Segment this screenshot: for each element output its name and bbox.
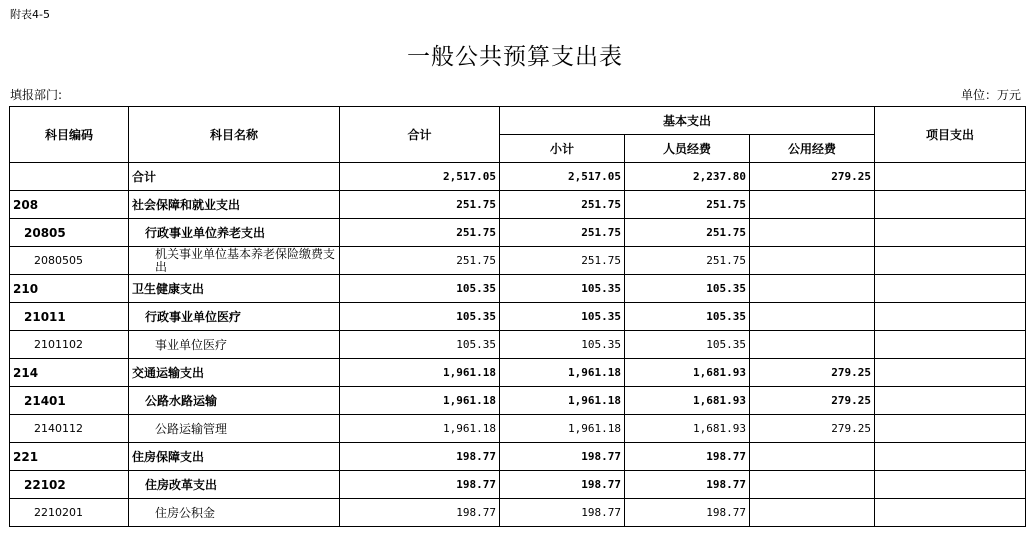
table-row [10, 415, 1026, 443]
cell-total: 251.75 [340, 191, 500, 219]
cell-project [875, 303, 1026, 331]
cell-code: 2140112 [10, 415, 129, 443]
cell-name: 住房改革支出 [129, 471, 340, 499]
table-row [10, 219, 1026, 247]
page-title: 一般公共预算支出表 [407, 44, 623, 70]
cell-personnel: 251.75 [625, 191, 750, 219]
table-row [10, 163, 1026, 191]
unit-label: 单位：万元 [960, 88, 1021, 102]
cell-code: 2101102 [10, 331, 129, 359]
cell-name: 行政事业单位医疗 [129, 303, 340, 331]
cell-total: 2,517.05 [340, 163, 500, 191]
cell-total: 1,961.18 [340, 359, 500, 387]
cell-subtotal: 198.77 [500, 471, 625, 499]
cell-total: 1,961.18 [340, 387, 500, 415]
cell-project [875, 387, 1026, 415]
cell-personnel: 2,237.80 [625, 163, 750, 191]
table-row [10, 499, 1026, 527]
budget-table [9, 106, 1026, 527]
cell-name: 卫生健康支出 [129, 275, 340, 303]
cell-total: 105.35 [340, 303, 500, 331]
cell-personnel: 198.77 [625, 443, 750, 471]
cell-name: 公路运输管理 [129, 415, 340, 443]
cell-total: 198.77 [340, 499, 500, 527]
header-personnel: 人员经费 [625, 135, 750, 163]
cell-personnel: 198.77 [625, 499, 750, 527]
cell-public [750, 247, 875, 275]
cell-name: 住房公积金 [129, 499, 340, 527]
cell-name: 公路水路运输 [129, 387, 340, 415]
cell-subtotal: 251.75 [500, 219, 625, 247]
cell-name: 机关事业单位基本养老保险缴费支出 [129, 247, 340, 275]
cell-code: 2210201 [10, 499, 129, 527]
cell-personnel: 1,681.93 [625, 415, 750, 443]
header-name: 科目名称 [129, 107, 340, 163]
table-row [10, 471, 1026, 499]
cell-personnel: 251.75 [625, 219, 750, 247]
cell-subtotal: 251.75 [500, 191, 625, 219]
cell-subtotal: 198.77 [500, 443, 625, 471]
cell-name: 住房保障支出 [129, 443, 340, 471]
cell-public [750, 275, 875, 303]
cell-personnel: 251.75 [625, 247, 750, 275]
cell-personnel: 1,681.93 [625, 359, 750, 387]
cell-public [750, 471, 875, 499]
cell-project [875, 443, 1026, 471]
department-label: 填报部门: [10, 88, 63, 102]
cell-total: 105.35 [340, 331, 500, 359]
table-row [10, 359, 1026, 387]
cell-code: 214 [10, 359, 129, 387]
header-public: 公用经费 [750, 135, 875, 163]
cell-name: 行政事业单位养老支出 [129, 219, 340, 247]
header-project: 项目支出 [875, 107, 1026, 163]
cell-subtotal: 251.75 [500, 247, 625, 275]
cell-subtotal: 1,961.18 [500, 415, 625, 443]
table-row [10, 387, 1026, 415]
cell-public [750, 443, 875, 471]
cell-project [875, 275, 1026, 303]
cell-personnel: 198.77 [625, 471, 750, 499]
cell-project [875, 219, 1026, 247]
cell-total: 251.75 [340, 247, 500, 275]
cell-public: 279.25 [750, 359, 875, 387]
cell-code: 208 [10, 191, 129, 219]
cell-personnel: 1,681.93 [625, 387, 750, 415]
table-row [10, 443, 1026, 471]
cell-subtotal: 198.77 [500, 499, 625, 527]
cell-code: 20805 [10, 219, 129, 247]
cell-public: 279.25 [750, 387, 875, 415]
cell-code [10, 163, 129, 191]
cell-public [750, 219, 875, 247]
header-code: 科目编码 [10, 107, 129, 163]
header-total: 合计 [340, 107, 500, 163]
cell-code: 221 [10, 443, 129, 471]
table-row [10, 331, 1026, 359]
cell-total: 251.75 [340, 219, 500, 247]
cell-public [750, 191, 875, 219]
cell-public [750, 303, 875, 331]
cell-project [875, 191, 1026, 219]
table-row [10, 247, 1026, 275]
cell-code: 21011 [10, 303, 129, 331]
cell-project [875, 247, 1026, 275]
cell-total: 198.77 [340, 443, 500, 471]
cell-code: 21401 [10, 387, 129, 415]
cell-personnel: 105.35 [625, 331, 750, 359]
cell-project [875, 499, 1026, 527]
header-subtotal: 小计 [500, 135, 625, 163]
cell-personnel: 105.35 [625, 275, 750, 303]
cell-code: 22102 [10, 471, 129, 499]
cell-public [750, 331, 875, 359]
cell-project [875, 331, 1026, 359]
cell-subtotal: 105.35 [500, 303, 625, 331]
cell-project [875, 471, 1026, 499]
cell-code: 210 [10, 275, 129, 303]
header-basic: 基本支出 [500, 107, 875, 135]
cell-total: 105.35 [340, 275, 500, 303]
cell-subtotal: 105.35 [500, 275, 625, 303]
cell-name: 合计 [129, 163, 340, 191]
cell-project [875, 359, 1026, 387]
cell-public: 279.25 [750, 415, 875, 443]
cell-personnel: 105.35 [625, 303, 750, 331]
cell-project [875, 415, 1026, 443]
cell-total: 1,961.18 [340, 415, 500, 443]
cell-subtotal: 1,961.18 [500, 359, 625, 387]
annex-label: 附表4-5 [10, 8, 50, 21]
cell-name: 社会保障和就业支出 [129, 191, 340, 219]
cell-subtotal: 2,517.05 [500, 163, 625, 191]
cell-name: 事业单位医疗 [129, 331, 340, 359]
table-row [10, 303, 1026, 331]
cell-project [875, 163, 1026, 191]
cell-total: 198.77 [340, 471, 500, 499]
cell-subtotal: 1,961.18 [500, 387, 625, 415]
cell-public: 279.25 [750, 163, 875, 191]
cell-name: 交通运输支出 [129, 359, 340, 387]
cell-subtotal: 105.35 [500, 331, 625, 359]
cell-public [750, 499, 875, 527]
cell-code: 2080505 [10, 247, 129, 275]
table-row [10, 191, 1026, 219]
table-row [10, 275, 1026, 303]
